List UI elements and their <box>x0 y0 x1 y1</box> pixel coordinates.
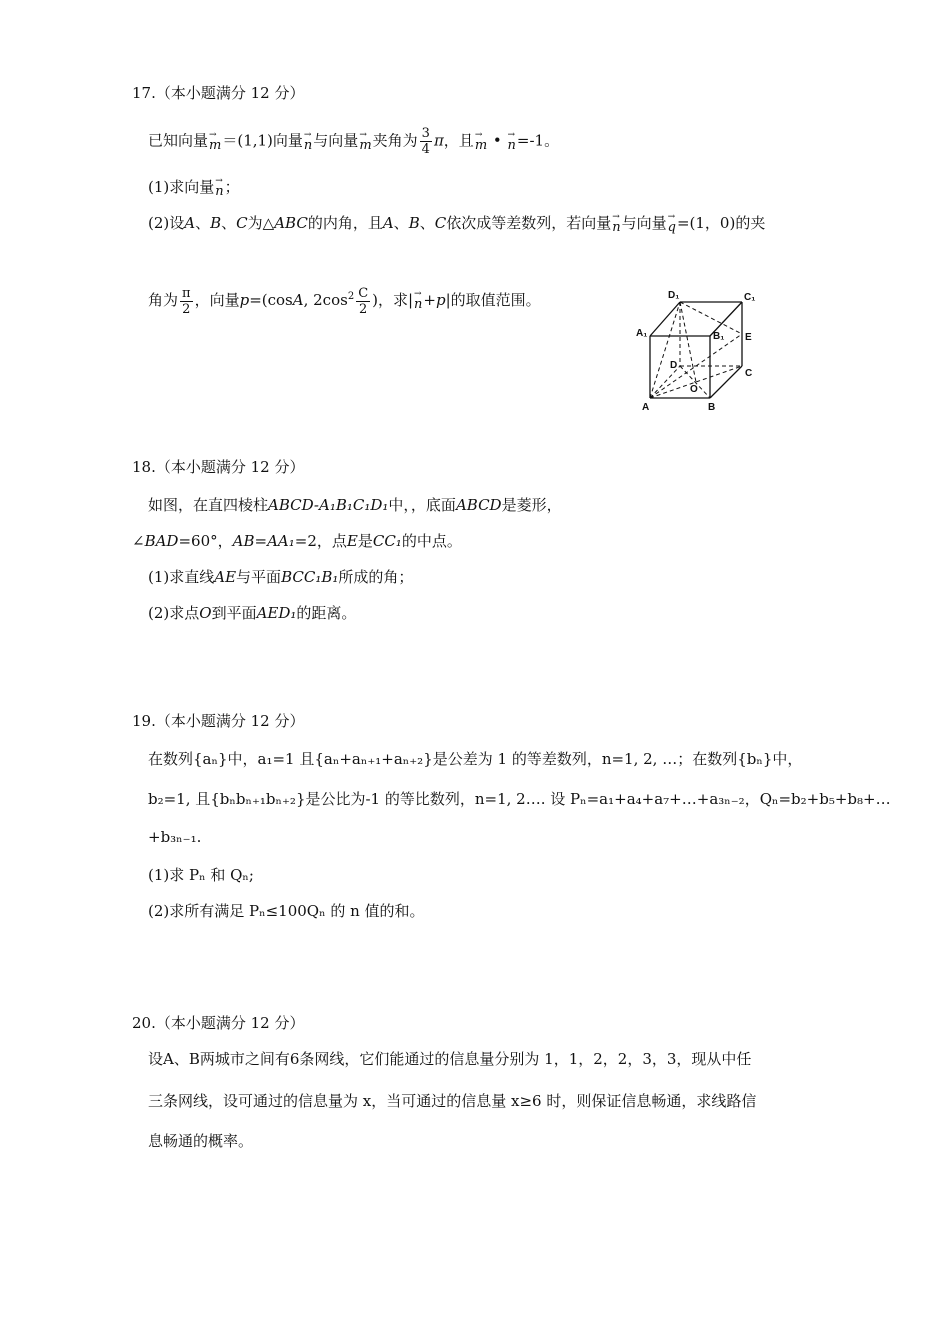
var-E: E <box>346 532 358 550</box>
fraction-pi-2 <box>180 286 193 317</box>
fraction-C-2 <box>356 286 370 317</box>
vector-n: → n <box>414 290 422 320</box>
superscript: 2 <box>347 291 355 302</box>
q17-text: 、 <box>195 214 211 232</box>
fraction-denominator: 4 <box>421 142 430 157</box>
label-D: D <box>670 360 678 371</box>
q17-text: )，求| <box>372 291 414 309</box>
var-AB: AB <box>232 532 255 550</box>
var-AED1: AED₁ <box>256 604 297 622</box>
q17-part2 <box>148 212 765 239</box>
q18-text: 到平面 <box>211 604 257 622</box>
vector-n: → n <box>508 132 516 160</box>
q17-given-line <box>148 126 559 160</box>
label-C1: C₁ <box>744 292 756 303</box>
q19-part1: (1)求 Pₙ 和 Qₙ; <box>148 866 254 884</box>
label-B1: B₁ <box>713 331 725 342</box>
q18-part1 <box>148 566 413 588</box>
vector-p: p <box>436 291 446 309</box>
var-AA1: AA₁ <box>267 532 295 550</box>
q18-line2 <box>132 530 462 552</box>
q18-text: (2)求点 <box>148 604 200 622</box>
label-D1: D₁ <box>668 290 680 301</box>
label-A: A <box>642 402 650 413</box>
line-D1O <box>680 302 696 382</box>
q18-text: 中，，底面 <box>388 496 456 514</box>
line-D1E <box>680 302 742 334</box>
dot-operator: • <box>488 131 507 150</box>
fraction-numerator: C <box>358 285 369 301</box>
q17-text: =(1，0)的夹 <box>676 214 766 232</box>
q18-text: ∠ <box>132 532 145 550</box>
q19-heading: 19.（本小题满分 12 分） <box>132 712 305 730</box>
var-prism: ABCD-A₁B₁C₁D₁ <box>268 496 389 514</box>
q17-text: |的取值范围。 <box>445 291 541 309</box>
prism-figure <box>628 286 758 414</box>
edge-A1D1 <box>650 302 680 336</box>
q19-line1: 在数列{aₙ}中，a₁=1 且{aₙ+aₙ₊₁+aₙ₊₂}是公差为 1 的等差数列，n=1, 2, …；在数列{bₙ}中， <box>148 750 803 768</box>
var-A: A <box>292 291 304 309</box>
fraction-denominator: 2 <box>182 301 191 317</box>
vector-p: p <box>239 291 250 309</box>
q17-text: =(cos <box>249 291 293 309</box>
label-A1: A₁ <box>636 328 648 339</box>
vector-m: → m <box>359 132 371 160</box>
var-A: A <box>184 214 196 232</box>
q20-heading: 20.（本小题满分 12 分） <box>132 1014 305 1032</box>
q17-text: (2)设 <box>148 214 185 232</box>
q17-text: ＝(1,1) <box>222 131 273 150</box>
q18-text: 的距离。 <box>296 604 357 622</box>
var-C: C <box>236 214 248 232</box>
var-ABCD: ABCD <box>455 496 502 514</box>
label-C: C <box>745 368 753 379</box>
q18-text: 是菱形， <box>501 496 562 514</box>
label-O: O <box>690 384 698 395</box>
q18-text: = <box>254 532 268 550</box>
q20-line1: 设A、B两城市之间有6条网线，它们能通过的信息量分别为 1，1，2，2，3，3，现从中任 <box>148 1050 752 1068</box>
var-C: C <box>434 214 447 232</box>
q19-line3: +b₃ₙ₋₁. <box>148 828 202 846</box>
q17-part2-cont <box>148 282 541 320</box>
q18-line1 <box>148 494 562 516</box>
var-A: A <box>382 214 394 232</box>
var-CC1: CC₁ <box>372 532 402 550</box>
label-B: B <box>708 402 716 413</box>
q17-text: (1)求向量 <box>148 178 215 196</box>
q17-text: 与向量 <box>313 131 359 150</box>
line-AD1 <box>650 302 680 398</box>
fraction-3-4 <box>420 126 432 157</box>
q20-line3: 息畅通的概率。 <box>148 1132 254 1150</box>
vector-n: → n <box>612 217 620 239</box>
fraction-denominator: 2 <box>359 301 368 317</box>
var-BCC1B1: BCC₁B₁ <box>281 568 339 586</box>
q19-part2: (2)求所有满足 Pₙ≤100Qₙ 的 n 值的和。 <box>148 902 425 920</box>
q18-text: =2，点 <box>294 532 347 550</box>
q18-text: 所成的角； <box>338 568 414 586</box>
vector-m: → m <box>209 132 221 160</box>
q17-text: ； <box>224 178 240 196</box>
vector-n: → n <box>304 132 312 160</box>
q17-text: 、 <box>419 214 435 232</box>
var-B: B <box>408 214 420 232</box>
q18-text: 的中点。 <box>401 532 462 550</box>
fraction-numerator: 3 <box>421 126 430 141</box>
q17-text: 、 <box>221 214 237 232</box>
q17-text: 与向量 <box>621 214 667 232</box>
q17-text: 已知向量 <box>148 131 209 150</box>
vector-n: → n <box>215 181 223 203</box>
q18-text: 如图，在直四棱柱 <box>148 496 269 514</box>
q17-text: =-1。 <box>516 131 560 150</box>
q18-text: (1)求直线 <box>148 568 215 586</box>
var-BAD: BAD <box>144 532 179 550</box>
q17-text: 夹角为 <box>372 131 418 150</box>
q18-heading: 18.（本小题满分 12 分） <box>132 458 305 476</box>
q17-heading: 17.（本小题满分 12 分） <box>132 84 305 102</box>
q19-line2: b₂=1, 且{bₙbₙ₊₁bₙ₊₂}是公比为-1 的等比数列，n=1, 2…. 设 Pₙ=a₁+a₄+a₇+…+a₃ₙ₋₂，Qₙ=b₂+b₅+b₈+… <box>148 790 891 808</box>
q17-text: ，且 <box>443 131 474 150</box>
var-O: O <box>199 604 212 622</box>
var-AE: AE <box>214 568 237 586</box>
vector-m: → m <box>475 132 487 160</box>
var-B: B <box>210 214 222 232</box>
q20-line2: 三条网线，设可通过的信息量为 x，当可通过的信息量 x≥6 时，则保证信息畅通，求线路信 <box>148 1092 757 1110</box>
q18-text: =60°， <box>178 532 233 550</box>
edge-BC <box>710 366 742 398</box>
q17-text: + <box>423 291 436 309</box>
pi-symbol: π <box>433 131 444 150</box>
label-E: E <box>745 332 752 343</box>
q17-text: , 2cos <box>303 291 348 309</box>
q18-text: 与平面 <box>236 568 282 586</box>
q18-part2 <box>148 602 356 624</box>
var-ABC: ABC <box>274 214 308 232</box>
q18-text: 是 <box>357 532 373 550</box>
q17-part1 <box>148 176 240 203</box>
q17-text: ，向量 <box>194 291 240 309</box>
q17-text: 、 <box>393 214 409 232</box>
vector-q: → q <box>668 217 676 239</box>
q17-text: 为△ <box>247 214 275 232</box>
q17-text: 向量 <box>272 131 303 150</box>
q17-text: 依次成等差数列，若向量 <box>446 214 612 232</box>
q17-text: 角为 <box>148 291 179 309</box>
fraction-numerator: π <box>182 285 191 301</box>
q17-text: 的内角，且 <box>307 214 383 232</box>
